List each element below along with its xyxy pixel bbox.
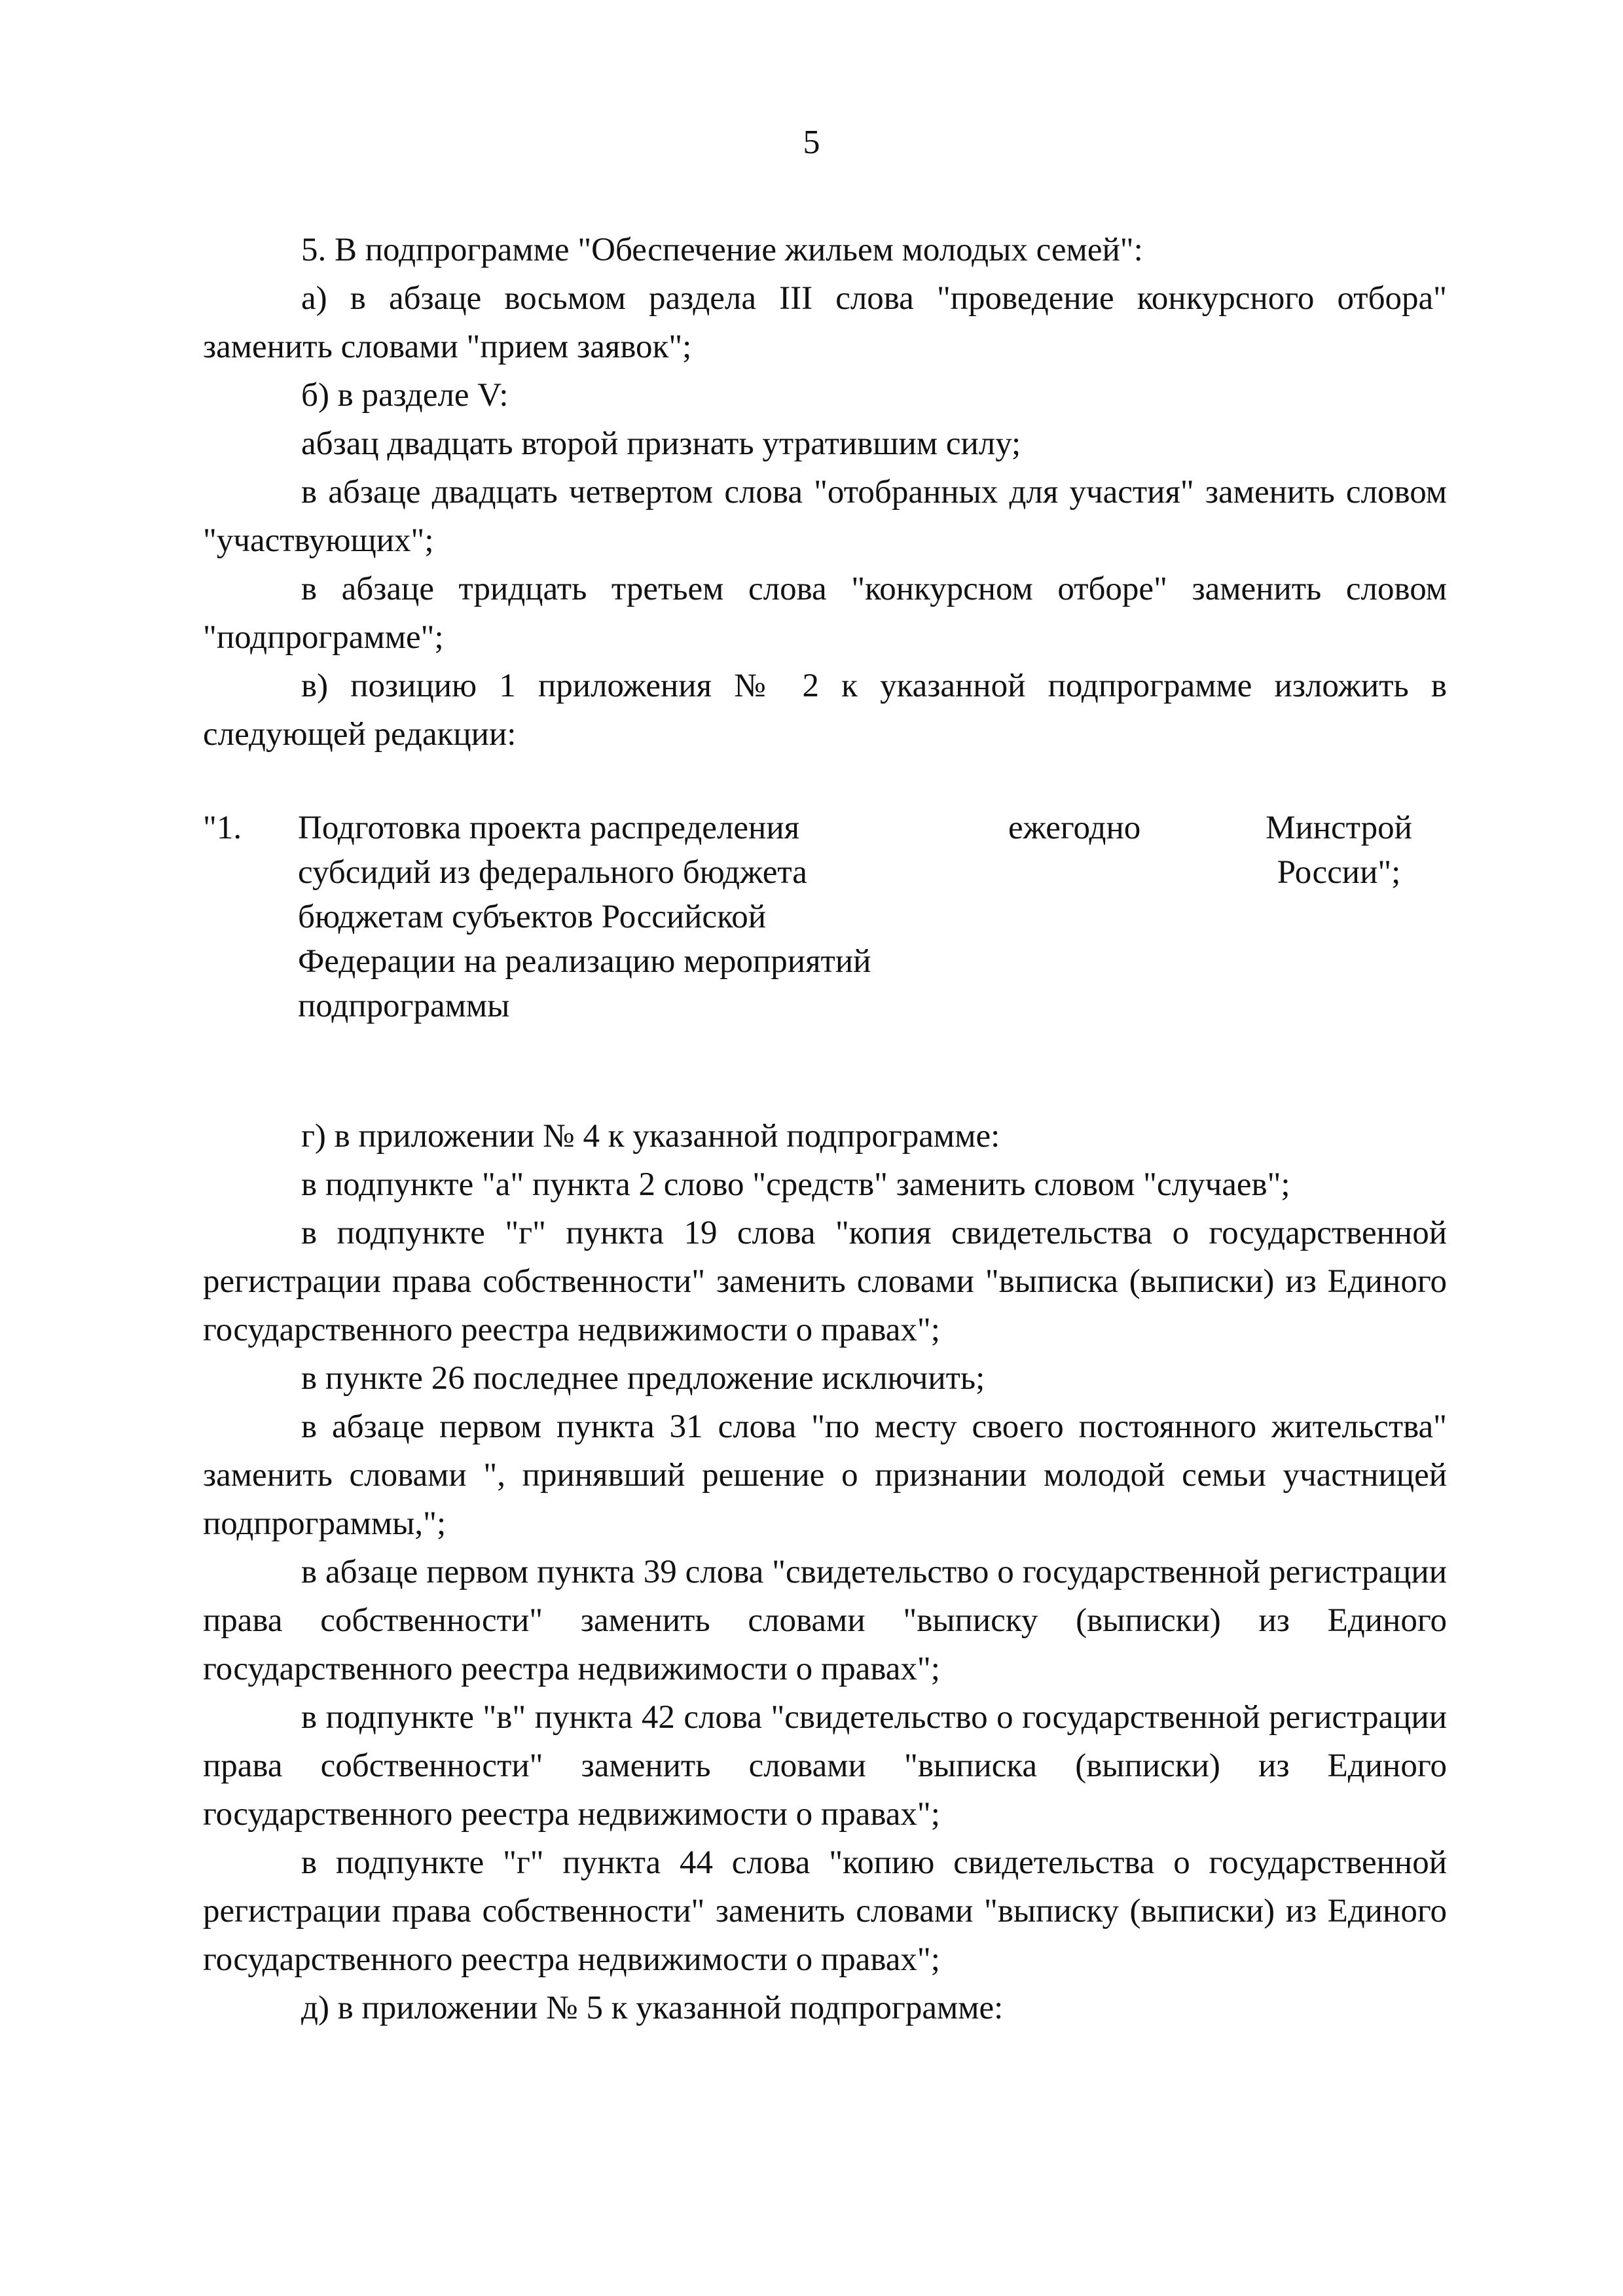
paragraph-punkt-39: в абзаце первом пункта 39 слова "свидетельство о государственной регистрации права собственности" заменить словами "выписку (выписки) из Единого государственного реестра недвижимости о правах"; xyxy=(203,1554,1447,1687)
table-row-term: ежегодно xyxy=(1008,810,1141,846)
paragraph-punkt-31: в абзаце первом пункта 31 слова "по месту своего постоянного жительства" заменить словами ", принявший решение о признании молодой семьи участницей подпрограммы,"; xyxy=(203,1408,1447,1542)
document-body xyxy=(203,226,1447,2032)
paragraph-punkt-44: в подпункте "г" пункта 44 слова "копию свидетельства о государственной регистрации права собственности" заменить словами "выписку (выписки) из Единого государственного реестра недвижимости о правах"; xyxy=(203,1844,1447,1978)
paragraph-subitem-d: д) в приложении № 5 к указанной подпрограмме: xyxy=(301,1990,1004,2026)
paragraph-punkt-19: в подпункте "г" пункта 19 слова "копия свидетельства о государственной регистрации права собственности" заменить словами "выписка (выписки) из Единого государственного реестра недвижимости о правах"; xyxy=(203,1215,1447,1348)
page-number: 5 xyxy=(803,124,820,161)
table-position-1 xyxy=(203,806,1447,1065)
paragraph-punkt-26: в пункте 26 последнее предложение исключить; xyxy=(301,1360,985,1397)
paragraph-abzac-24: в абзаце двадцать четвертом слова "отобранных для участия" заменить словом "участвующих"; xyxy=(203,474,1447,559)
table-row-number: "1. xyxy=(203,810,242,846)
paragraph-subitem-b: б) в разделе V: xyxy=(301,377,509,414)
table-row-description: Подготовка проекта распределения субсидий из федерального бюджета бюджетам субъектов Российской Федерации на реализацию мероприятий подпрограммы xyxy=(298,810,871,1024)
paragraph-subitem-g: г) в приложении № 4 к указанной подпрограмме: xyxy=(301,1118,1000,1155)
paragraph-punkt-2: в подпункте "а" пункта 2 слово "средств" заменить словом "случаев"; xyxy=(301,1166,1290,1203)
paragraph-abzac-22: абзац двадцать второй признать утратившим силу; xyxy=(301,425,1021,462)
table-row-responsible: Минстрой России"; xyxy=(1266,810,1412,891)
paragraph-abzac-33: в абзаце тридцать третьем слова "конкурсном отборе" заменить словом "подпрограмме"; xyxy=(203,571,1447,656)
paragraph-subitem-a: а) в абзаце восьмом раздела III слова "проведение конкурсного отбора" заменить словами "прием заявок"; xyxy=(203,280,1447,365)
paragraph-punkt-42: в подпункте "в" пункта 42 слова "свидетельство о государственной регистрации права собственности" заменить словами "выписка (выписки) из Единого государственного реестра недвижимости о правах"; xyxy=(203,1699,1447,1833)
paragraph-item-5-heading: 5. В подпрограмме "Обеспечение жильем молодых семей": xyxy=(301,232,1143,268)
paragraph-subitem-v: в) позицию 1 приложения № 2 к указанной подпрограмме изложить в следующей редакции: xyxy=(203,668,1447,753)
